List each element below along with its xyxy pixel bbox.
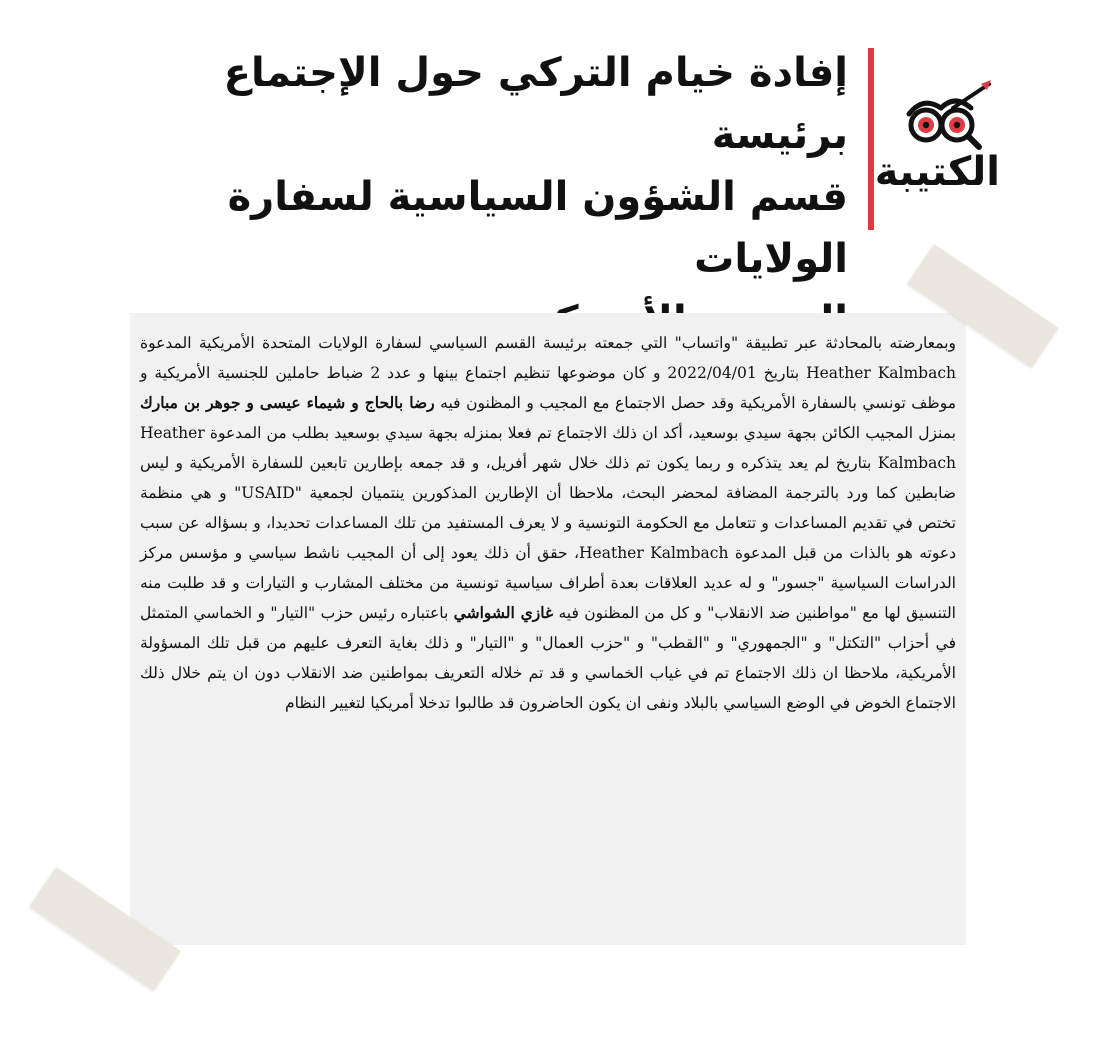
title-line: قسم الشؤون السياسية لسفارة الولايات: [227, 174, 848, 282]
document-segment: باعتباره رئيس حزب "التيار" و الخماسي المتمثل في أحزاب "التكتل" و "الجمهوري" و "القطب" و "حزب العمال" و "التيار" و ذلك بغاية التعرف عليهم من قبل تلك المسؤولة الأمريكية، ملاحظا ان ذلك الاجتماع تم في غياب الخماسي و قد تم خلاله التعريف بمواطنين ضد الانقلاب دون ان يتم خلال ذلك الاجتماع الخوض في الوضع السياسي بالبلاد ونفى ان يكون الحاضرون قد طالبوا تدخلا أمريكيا لتغيير النظام: [140, 604, 956, 712]
brand-name: الكتيبة: [874, 149, 1000, 195]
page-title: [118, 42, 848, 352]
document-segment: أكد ان ذلك الاجتماع تم فعلا بمنزله بجهة سيدي بوسعيد بطلب من المدعوة Heather Kalmbach بتاريخ لم يعد يتذكره و ربما يكون تم ذلك خلال شهر أفريل، و قد جمعه بإطارين تابعين للسفارة الأمريكية و ليس ضابطين كما ورد بالترجمة المضافة لمحضر البحث، ملاحظا أن الإطارين المذكورين ينتميان لجمعية "USAID" و هي منظمة تختص في تقديم المساعدات و تتعامل مع الحكومة التونسية و لا يعرف المستفيد من تلك المساعدات تحديدا، و بسؤاله عن سبب دعوته هو بالذات من قبل المدعوة Heather Kalmbach، حقق أن ذلك يعود إلى أن المجيب ناشط سياسي و مؤسس مركز الدراسات السياسية "جسور" و له عديد العلاقات بعدة أطراف سياسية تونسية من مختلف المشارب و التيارات و قد طلبت منه التنسيق لها مع "مواطنين ضد الانقلاب" و كل من المظنون فيه: [140, 424, 956, 622]
title-line: إفادة خيام التركي حول الإجتماع برئيسة: [223, 50, 848, 158]
brand-logo[interactable]: [874, 78, 1000, 198]
article-header: [0, 0, 1093, 282]
document-segment: وبمعارضته بالمحادثة عبر تطبيقة "واتساب" التي جمعته برئيسة القسم السياسي لسفارة الولايات المتحدة الأمريكية المدعوة Heather Kalmbach بتاريخ 2022/04/01 و كان موضوعها تنظيم اجتماع بينها و عدد 2 ضباط حاملين للجنسية الأمريكية و موظف تونسي بالسفارة الأمريكية وقد حصل الاجتماع مع المجيب و المظنون فيه: [140, 334, 957, 412]
document-text: [140, 328, 956, 718]
accused-name: غازي الشواشي: [453, 603, 554, 622]
eyes-magnifier-icon: [895, 78, 1000, 150]
title-divider: [868, 48, 874, 230]
accused-names: رضا بالحاج و شيماء عيسى و جوهر بن مبارك: [140, 393, 435, 412]
document-segment: بمنزل المجيب الكائن بجهة سيدي بوسعيد،: [687, 424, 956, 442]
